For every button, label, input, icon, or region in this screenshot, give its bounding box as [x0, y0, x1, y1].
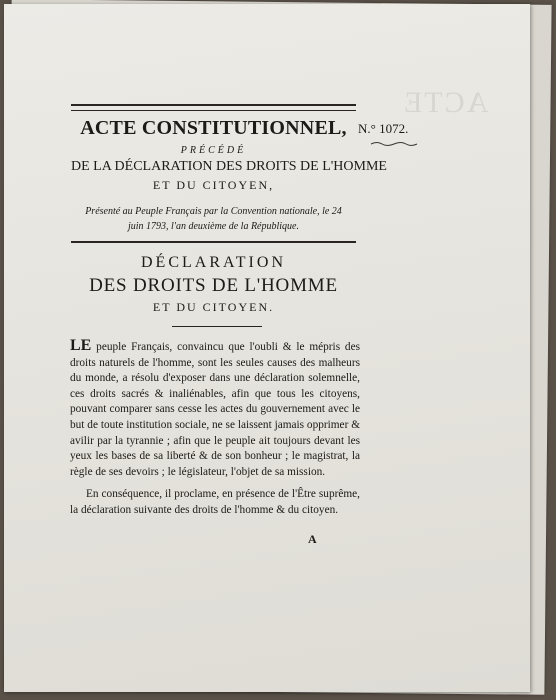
document-title: ACTE CONSTITUTIONNEL,: [80, 117, 347, 139]
declaration-line-2: ET DU CITOYEN,: [152, 178, 275, 192]
signature-mark: A: [308, 532, 317, 546]
short-rule: [172, 326, 262, 327]
declaration-line-1: DE LA DÉCLARATION DES DROITS DE L'HOMME: [71, 159, 387, 174]
show-through-text: ACTE: [402, 86, 489, 119]
presented-line-1: Présenté au Peuple Français par la Convention nationale, le 24: [85, 206, 342, 217]
preamble-paragraph-2: En conséquence, il proclame, en présence de l'Être suprême, la déclaration suivante des droits de l'homme & du citoyen.: [70, 488, 360, 516]
preamble-paragraph-1: [70, 338, 360, 480]
section-heading-1: DÉCLARATION: [141, 254, 286, 271]
document-number: N.° 1072.: [358, 121, 409, 136]
presented-line-2: juin 1793, l'an deuxième de la République.: [128, 221, 299, 232]
number-flourish: [370, 141, 418, 147]
section-rule: [71, 241, 356, 243]
section-heading-3: ET DU CITOYEN.: [152, 300, 275, 314]
top-double-rule: [71, 104, 356, 111]
precede-label: PRÉCÉDÉ: [180, 145, 247, 156]
drop-cap: LE: [70, 337, 92, 354]
document-page: [4, 4, 530, 692]
paragraph-1-text: peuple Français, convaincu que l'oubli & le mépris des droits naturels de l'homme, sont les seules causes des malheurs du monde, a résolu d'exposer dans une déclaration solemnelle, ces droits sacrés & inaliénables, afin que tous les citoyens, pouvant comparer sans cesse les actes du gouvernement avec le but de toute institution sociale, ne se laissent jamais opprimer & avilir par la tyrannie ; afin que le peuple ait toujours devant les yeux les bases de sa liberté & de son bonheur ; le magistrat, la règle de ses devoirs ; le législateur, l'objet de sa mission.: [70, 341, 360, 478]
section-heading-2: DES DROITS DE L'HOMME: [89, 275, 338, 296]
